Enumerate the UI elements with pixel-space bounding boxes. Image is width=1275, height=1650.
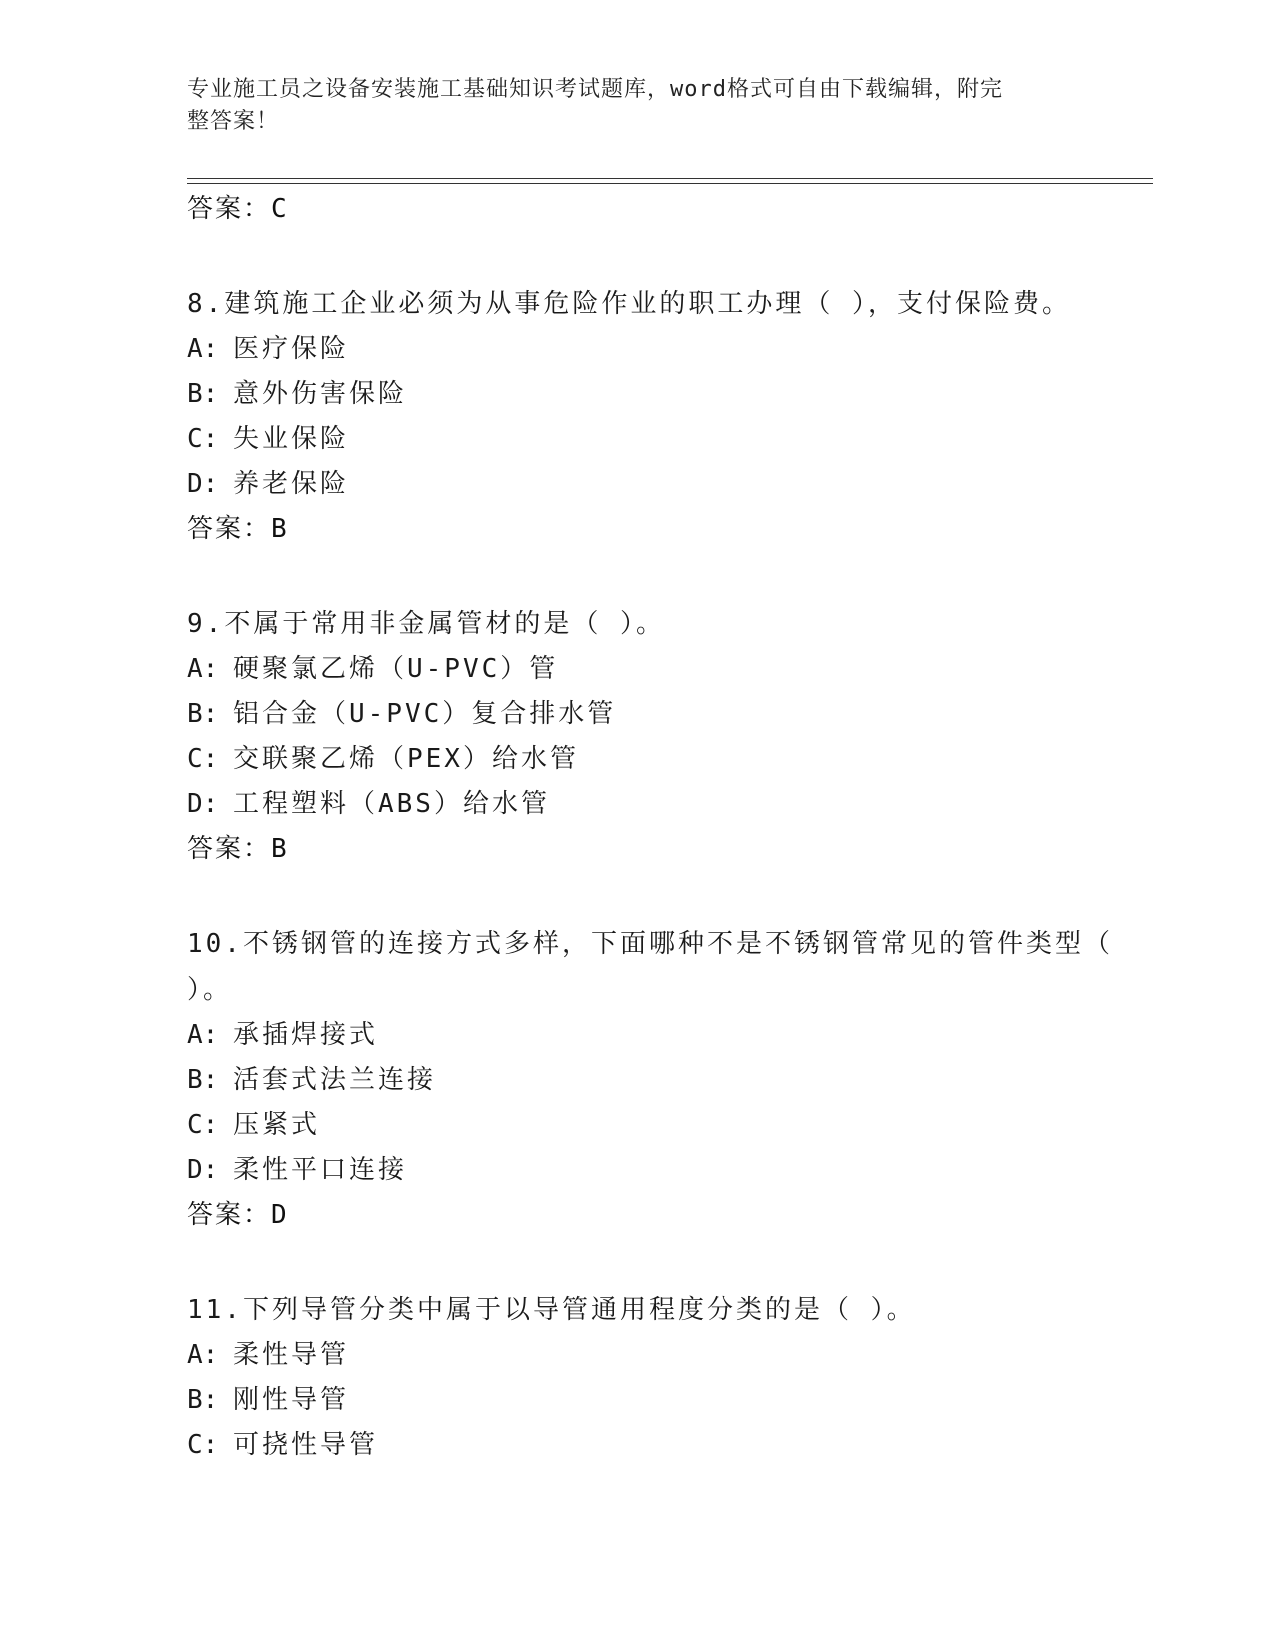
question-text: 下列导管分类中属于以导管通用程度分类的是（ ）。 xyxy=(242,1295,916,1325)
question-9 xyxy=(187,601,1127,865)
answer-label: 答案： xyxy=(187,1200,272,1230)
question-number: 10. xyxy=(187,929,243,959)
option-b xyxy=(187,692,1127,737)
option-text: 硬聚氯乙烯（U-PVC）管 xyxy=(233,654,559,684)
question-number: 8. xyxy=(187,289,225,319)
option-d xyxy=(187,782,1127,827)
document-header xyxy=(187,74,1067,138)
option-text: 失业保险 xyxy=(233,424,350,454)
document-body xyxy=(187,193,1127,1468)
answer-line xyxy=(187,513,1127,545)
option-text: 刚性导管 xyxy=(233,1385,350,1415)
answer-value: B xyxy=(271,834,287,864)
option-text: 意外伤害保险 xyxy=(233,379,408,409)
option-key: D: xyxy=(187,469,219,499)
option-text: 医疗保险 xyxy=(233,334,350,364)
question-11 xyxy=(187,1287,1127,1468)
option-c xyxy=(187,737,1127,782)
option-c xyxy=(187,1423,1127,1468)
option-key: B: xyxy=(187,1065,219,1095)
answer-value: C xyxy=(271,194,287,224)
question-text: 不锈钢管的连接方式多样，下面哪种不是不锈钢管常见的管件类型（ ）。 xyxy=(187,929,1113,1005)
question-10 xyxy=(187,921,1127,1231)
header-line-1: 专业施工员之设备安装施工基础知识考试题库，word格式可自由下载编辑，附完 xyxy=(187,77,1003,102)
option-key: C: xyxy=(187,744,219,774)
header-line-2: 整答案！ xyxy=(187,109,280,134)
option-text: 养老保险 xyxy=(233,469,350,499)
option-key: A: xyxy=(187,654,219,684)
option-key: B: xyxy=(187,379,219,409)
answer-line xyxy=(187,193,1127,225)
question-8 xyxy=(187,281,1127,545)
question-stem xyxy=(187,601,1127,647)
header-rule-bottom xyxy=(187,183,1153,184)
answer-label: 答案： xyxy=(187,514,272,544)
option-key: B: xyxy=(187,699,219,729)
option-text: 承插焊接式 xyxy=(233,1020,379,1050)
option-a xyxy=(187,327,1127,372)
option-key: A: xyxy=(187,1340,219,1370)
option-key: A: xyxy=(187,334,219,364)
question-text: 不属于常用非金属管材的是（ ）。 xyxy=(224,609,665,639)
answer-line xyxy=(187,833,1127,865)
option-a xyxy=(187,647,1127,692)
option-text: 工程塑料（ABS）给水管 xyxy=(233,789,550,819)
answer-value: D xyxy=(271,1200,287,1230)
question-number: 9. xyxy=(187,609,225,639)
option-text: 可挠性导管 xyxy=(233,1430,379,1460)
question-number: 11. xyxy=(187,1295,243,1325)
option-d xyxy=(187,1148,1127,1193)
option-key: C: xyxy=(187,1430,219,1460)
answer-label: 答案： xyxy=(187,194,272,224)
option-text: 铝合金（U-PVC）复合排水管 xyxy=(233,699,617,729)
question-stem xyxy=(187,1287,1127,1333)
answer-value: B xyxy=(271,514,287,544)
option-a xyxy=(187,1013,1127,1058)
question-text: 建筑施工企业必须为从事危险作业的职工办理（ ），支付保险费。 xyxy=(224,289,1071,319)
option-c xyxy=(187,1103,1127,1148)
option-text: 柔性平口连接 xyxy=(233,1155,408,1185)
option-text: 压紧式 xyxy=(233,1110,321,1140)
option-key: C: xyxy=(187,1110,219,1140)
header-rule-top xyxy=(187,178,1153,179)
option-b xyxy=(187,1378,1127,1423)
option-b xyxy=(187,372,1127,417)
option-key: D: xyxy=(187,1155,219,1185)
option-c xyxy=(187,417,1127,462)
option-key: C: xyxy=(187,424,219,454)
question-stem xyxy=(187,281,1127,327)
question-stem xyxy=(187,921,1127,1013)
option-text: 柔性导管 xyxy=(233,1340,350,1370)
option-text: 活套式法兰连接 xyxy=(233,1065,437,1095)
option-d xyxy=(187,462,1127,507)
option-key: A: xyxy=(187,1020,219,1050)
option-key: B: xyxy=(187,1385,219,1415)
option-key: D: xyxy=(187,789,219,819)
answer-label: 答案： xyxy=(187,834,272,864)
option-a xyxy=(187,1333,1127,1378)
option-text: 交联聚乙烯（PEX）给水管 xyxy=(233,744,579,774)
answer-line xyxy=(187,1199,1127,1231)
option-b xyxy=(187,1058,1127,1103)
